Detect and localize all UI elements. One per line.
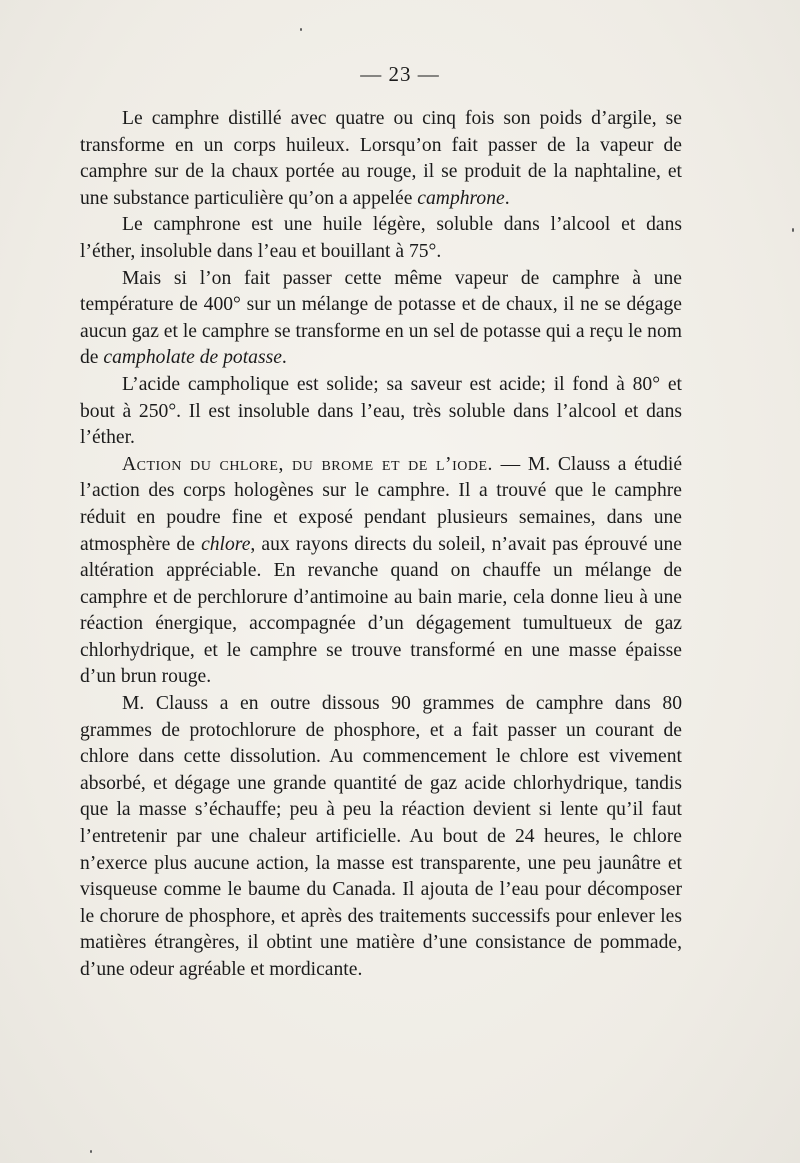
term-camphrone: camphrone xyxy=(417,187,505,209)
page-number: — 23 — xyxy=(360,62,440,86)
scan-speck xyxy=(90,1150,92,1153)
paragraph-action-chlore xyxy=(80,452,682,691)
paragraph-clauss-experiment xyxy=(80,691,682,984)
paragraph-acide-campholique xyxy=(80,372,682,452)
scan-speck xyxy=(792,228,794,232)
paragraph-camphrone-properties xyxy=(80,212,682,265)
text-segment: — M. Clauss a étudié l’action des corps hologènes sur le camphre. Il a trouvé que le camphre réduit en poudre fine et exposé pendant plusieurs semaines, dans une atmosphère de xyxy=(80,453,683,555)
text-segment: , aux rayons directs du soleil, n’avait pas éprouvé une altération appréciable. En revanche quand on chauffe un mélange de camphre et de perchlorure d’antimoine au bain marie, cela donne lieu à une réaction énergique, accompagnée d’un dégagement tumultueux de gaz chlorhydrique, et le camphre se trouve transformé en une masse épaisse d’un brun rouge. xyxy=(80,533,682,688)
paragraph-camphrone-origin xyxy=(80,106,682,212)
text-segment: M. Clauss a en outre dissous 90 grammes de camphre dans 80 grammes de protochlorure de phosphore, et a fait passer un courant de chlore dans cette dissolution. Au commencement le chlore est vivement absorbé, et dégage une grande quantité de gaz acide chlorhydrique, tandis que la masse s’échauffe; peu à peu la réaction devient si lente qu’il faut l’entretenir par une chaleur artificielle. Au bout de 24 heures, le chlore n’exerce plus aucune action, la masse est transparente, une peu jaunâtre et visqueuse comme le baume du Canada. Il ajouta de l’eau pour décomposer le chorure de phosphore, et après des traitements successifs pour enlever les matières étrangères, il obtint une matière d’une consistance de pommade, d’une odeur agréable et mordicante. xyxy=(80,693,682,980)
paragraph-campholate xyxy=(80,266,682,372)
term-chlore: chlore xyxy=(201,533,251,555)
text-segment: L’acide campholique est solide; sa saveur est acide; il fond à 80° et bout à 250°. Il est insoluble dans l’eau, très soluble dans l’alcool et dans l’éther. xyxy=(80,373,682,449)
term-campholate-de-potasse: campholate de potasse xyxy=(103,347,282,369)
body-text xyxy=(80,106,682,984)
text-segment: . xyxy=(504,187,510,209)
scan-speck xyxy=(300,28,302,31)
section-heading: Action du chlore, du brome et de l’iode. xyxy=(122,453,493,475)
text-segment: . xyxy=(281,347,287,369)
text-segment: Mais si l’on fait passer cette même vapeur de camphre à une température de 400° sur un mélange de potasse et de chaux, il ne se dégage aucun gaz et le camphre se transforme en un sel de potasse qui a reçu le nom de xyxy=(80,267,682,369)
text-segment: Le camphre distillé avec quatre ou cinq fois son poids d’argile, se transforme en un corps huileux. Lorsqu’on fait passer de la vapeur de camphre sur de la chaux portée au rouge, il se produit de la naphtaline, et une substance particulière qu’on a appelée xyxy=(80,108,682,209)
text-segment: Le camphrone est une huile légère, soluble dans l’alcool et dans l’éther, insoluble dans l’eau et bouillant à 75°. xyxy=(80,214,682,262)
